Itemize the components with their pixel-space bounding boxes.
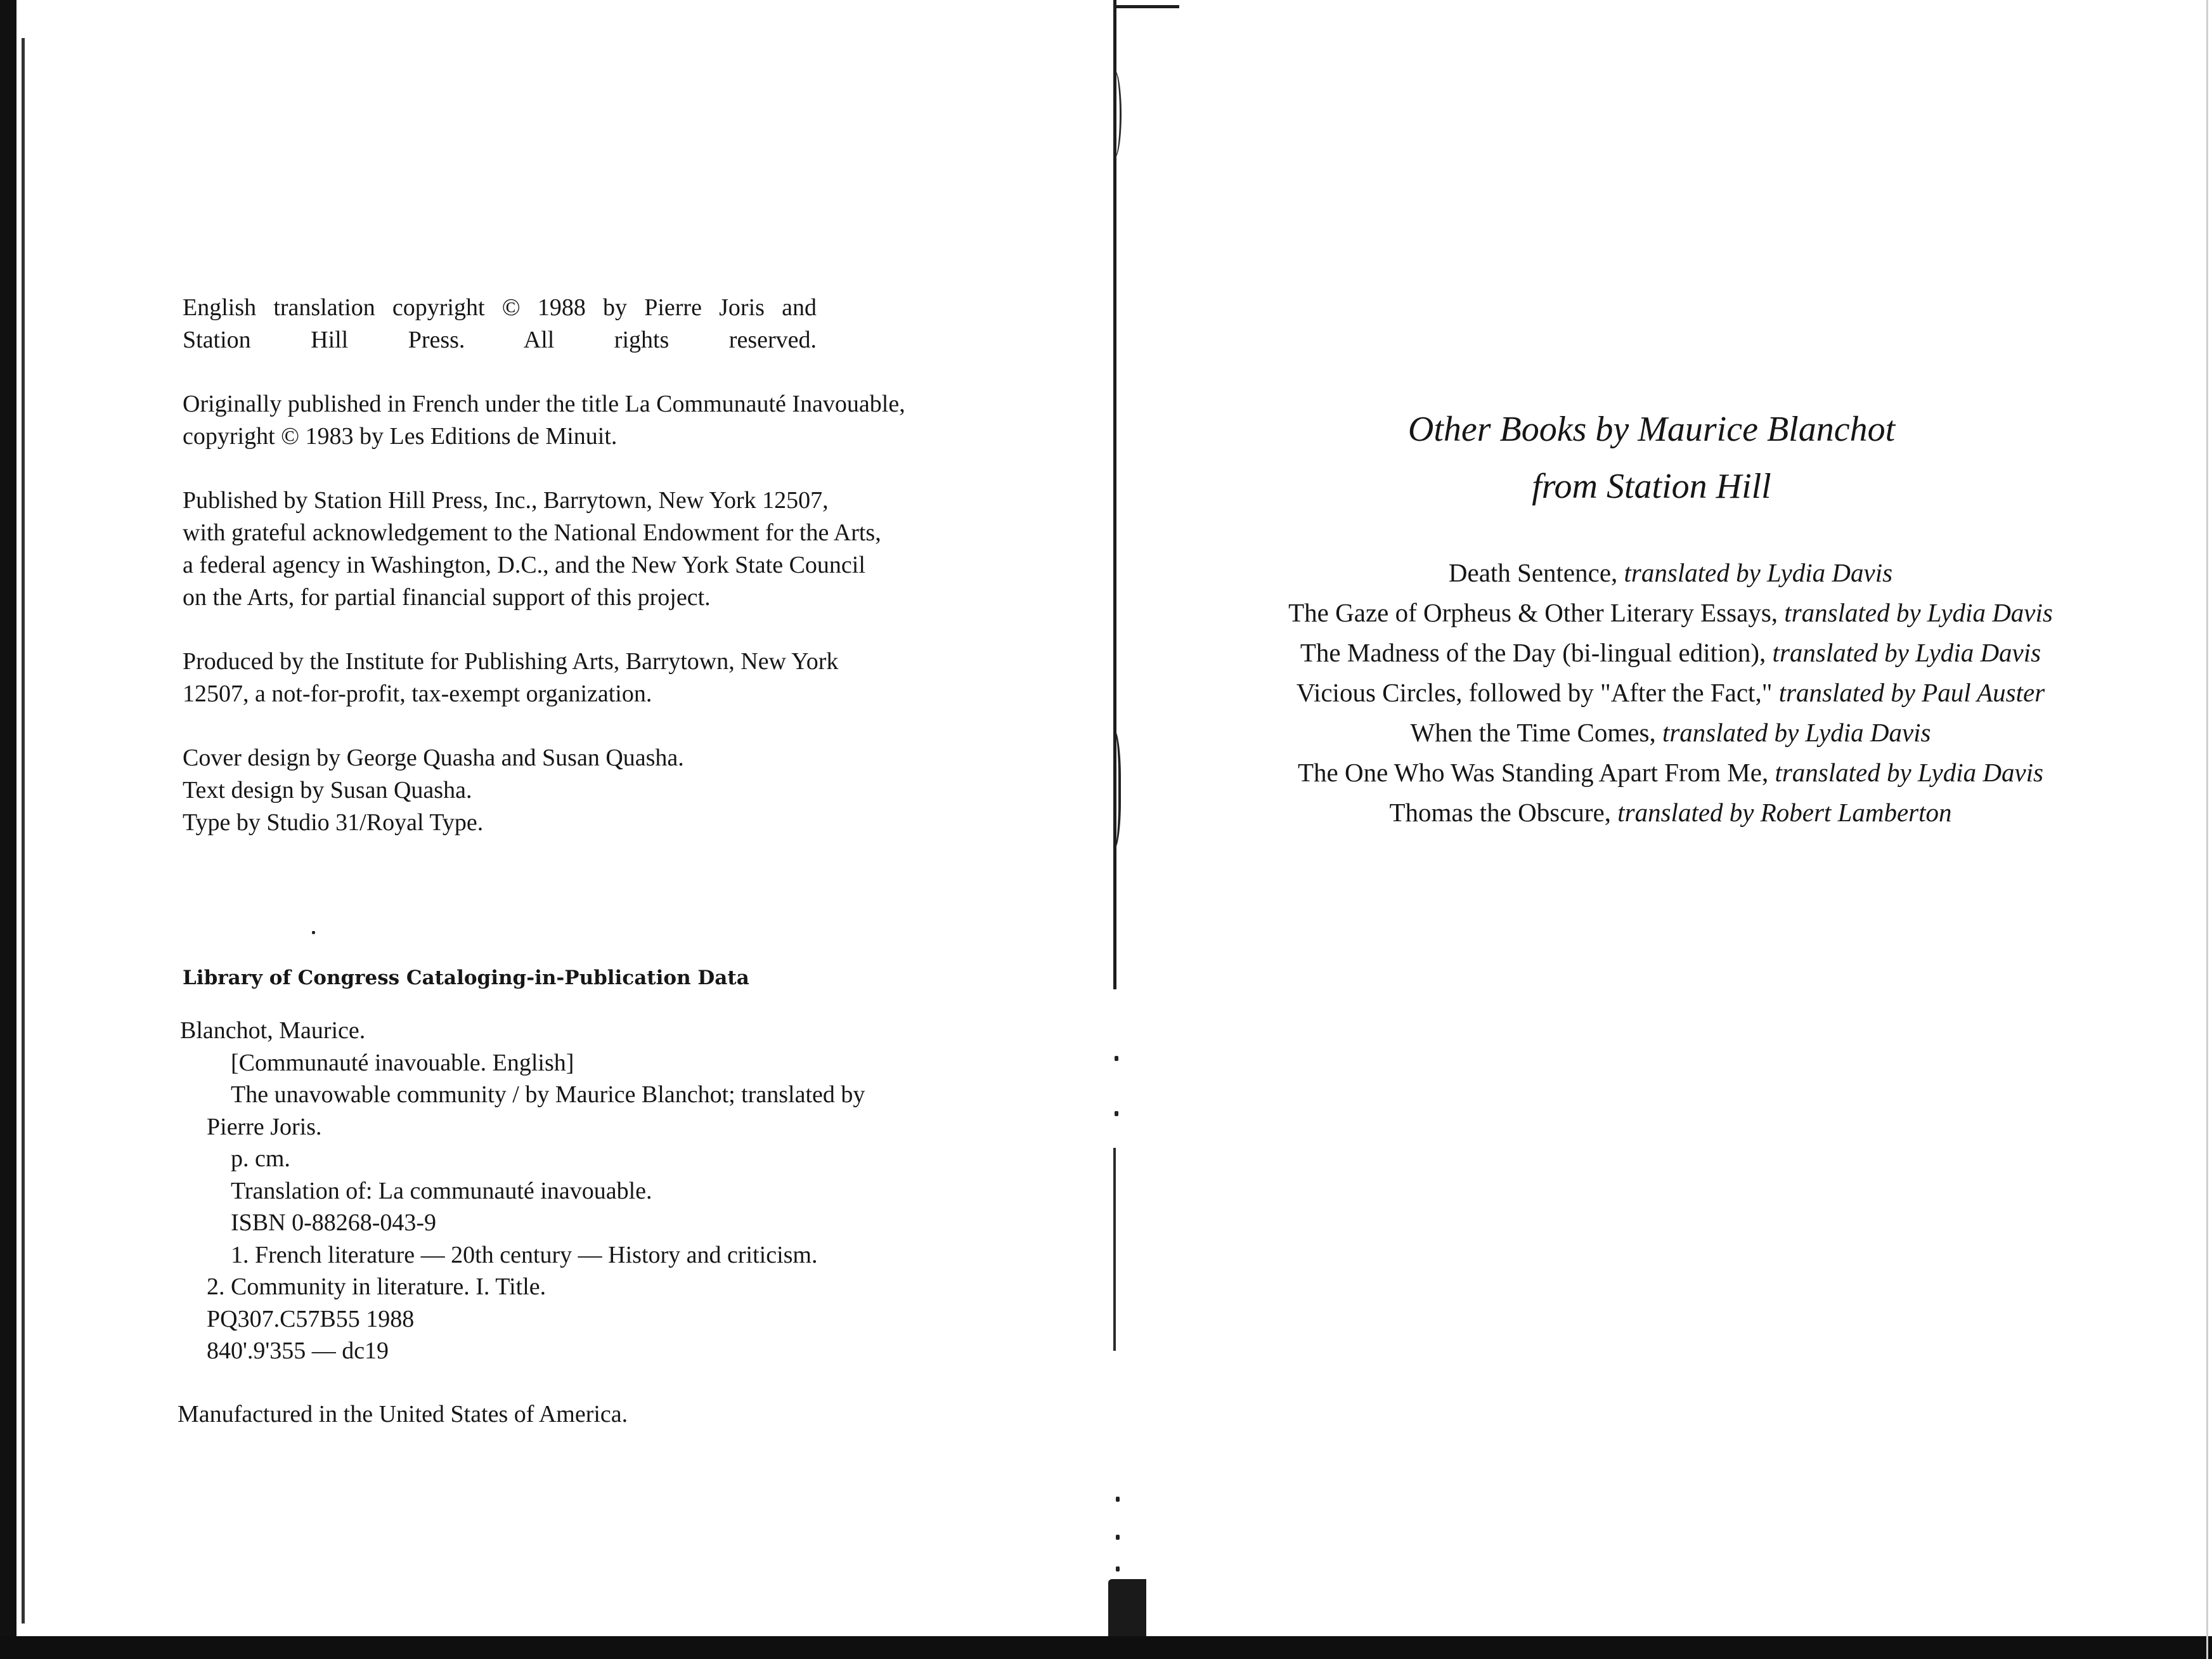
other-books-heading — [1287, 401, 2016, 515]
scan-edge-bottom — [0, 1636, 2212, 1659]
book-list-item — [1205, 713, 2137, 753]
book-list-item — [1205, 593, 2137, 633]
book-translator: translated by Lydia Davis — [1784, 598, 2053, 627]
cip-heading: Library of Congress Cataloging-in-Publication Data — [183, 966, 749, 989]
publisher-paragraph — [183, 485, 1007, 614]
scan-edge-right — [2206, 0, 2208, 1659]
book-title: The Madness of the Day (bi-lingual edition), — [1300, 638, 1766, 667]
cip-line: The unavowable community / by Maurice Blanchot; translated by — [231, 1081, 865, 1108]
book-translator: translated by Paul Auster — [1778, 678, 2045, 707]
heading-line: Other Books by Maurice Blanchot — [1407, 410, 1896, 449]
book-title: Death Sentence, — [1448, 558, 1618, 587]
scan-speck — [1115, 1111, 1118, 1116]
text-line: Text design by Susan Quasha. — [183, 777, 472, 803]
gutter-binding-mark — [1108, 1579, 1146, 1636]
producer-paragraph — [183, 646, 1007, 710]
cip-line: Translation of: La communauté inavouable. — [231, 1177, 652, 1204]
book-title: Vicious Circles, followed by "After the Fact," — [1296, 678, 1773, 707]
scan-speck — [1116, 1497, 1120, 1502]
gutter-handwriting-mark — [1103, 729, 1121, 850]
design-credits — [183, 742, 1007, 839]
gutter-line — [1113, 1148, 1116, 1351]
book-translator: translated by Lydia Davis — [1624, 558, 1893, 587]
scan-speck — [1115, 1056, 1118, 1061]
book-title: When the Time Comes, — [1410, 718, 1656, 747]
text-line: Originally published in French under the title La Communauté Inavouable, — [183, 391, 905, 417]
original-publication-paragraph — [183, 388, 1007, 453]
cip-line: Blanchot, Maurice. — [180, 1017, 366, 1044]
cip-line: 1. French literature — 20th century — History and criticism. — [231, 1241, 818, 1268]
text-line: a federal agency in Washington, D.C., and the New York State Council — [183, 552, 865, 578]
text-line: 12507, a not-for-profit, tax-exempt organization. — [183, 680, 652, 707]
heading-line: from Station Hill — [1532, 467, 1771, 506]
book-translator: translated by Robert Lamberton — [1617, 798, 1952, 827]
text-line: Station Hill Press. All rights reserved. — [183, 327, 817, 353]
book-list-item — [1205, 753, 2137, 793]
book-list — [1205, 553, 2137, 833]
cip-line: Pierre Joris. — [207, 1113, 322, 1140]
text-line: Type by Studio 31/Royal Type. — [183, 809, 484, 836]
scan-speck — [312, 931, 315, 934]
book-list-item — [1205, 633, 2137, 673]
cip-line: ISBN 0-88268-043-9 — [231, 1209, 437, 1236]
book-title: The One Who Was Standing Apart From Me, — [1297, 758, 1769, 787]
cip-line: 840'.9'355 — dc19 — [207, 1337, 389, 1364]
cip-line: PQ307.C57B55 1988 — [207, 1305, 415, 1332]
text-line: copyright © 1983 by Les Editions de Minuit. — [183, 423, 618, 450]
text-line: Published by Station Hill Press, Inc., Barrytown, New York 12507, — [183, 487, 829, 514]
text-line: on the Arts, for partial financial support of this project. — [183, 584, 711, 611]
book-title: The Gaze of Orpheus & Other Literary Essays, — [1288, 598, 1778, 627]
manufactured-note: Manufactured in the United States of America. — [178, 1401, 628, 1428]
book-list-item — [1205, 553, 2137, 593]
book-translator: translated by Lydia Davis — [1775, 758, 2044, 787]
scan-speck — [1116, 1566, 1120, 1571]
text-line: Cover design by George Quasha and Susan Quasha. — [183, 745, 684, 771]
cip-line: [Communauté inavouable. English] — [231, 1049, 574, 1076]
text-line: with grateful acknowledgement to the National Endowment for the Arts, — [183, 519, 881, 546]
book-translator: translated by Lydia Davis — [1662, 718, 1931, 747]
text-line: Produced by the Institute for Publishing Arts, Barrytown, New York — [183, 648, 839, 675]
scan-edge-line — [22, 38, 25, 1623]
scan-speck — [1116, 1535, 1120, 1540]
book-translator: translated by Lydia Davis — [1772, 638, 2041, 667]
gutter-handwriting-mark — [1107, 70, 1122, 159]
copyright-paragraph — [183, 292, 817, 356]
gutter-top-mark — [1113, 5, 1179, 8]
cip-line: 2. Community in literature. I. Title. — [207, 1273, 547, 1300]
cip-line: p. cm. — [231, 1145, 290, 1172]
scan-edge-left — [0, 0, 16, 1659]
book-list-item — [1205, 673, 2137, 713]
text-line: English translation copyright © 1988 by Pierre Joris and — [183, 294, 817, 321]
book-title: Thomas the Obscure, — [1389, 798, 1611, 827]
cip-record — [180, 1015, 1004, 1367]
book-list-item — [1205, 793, 2137, 833]
